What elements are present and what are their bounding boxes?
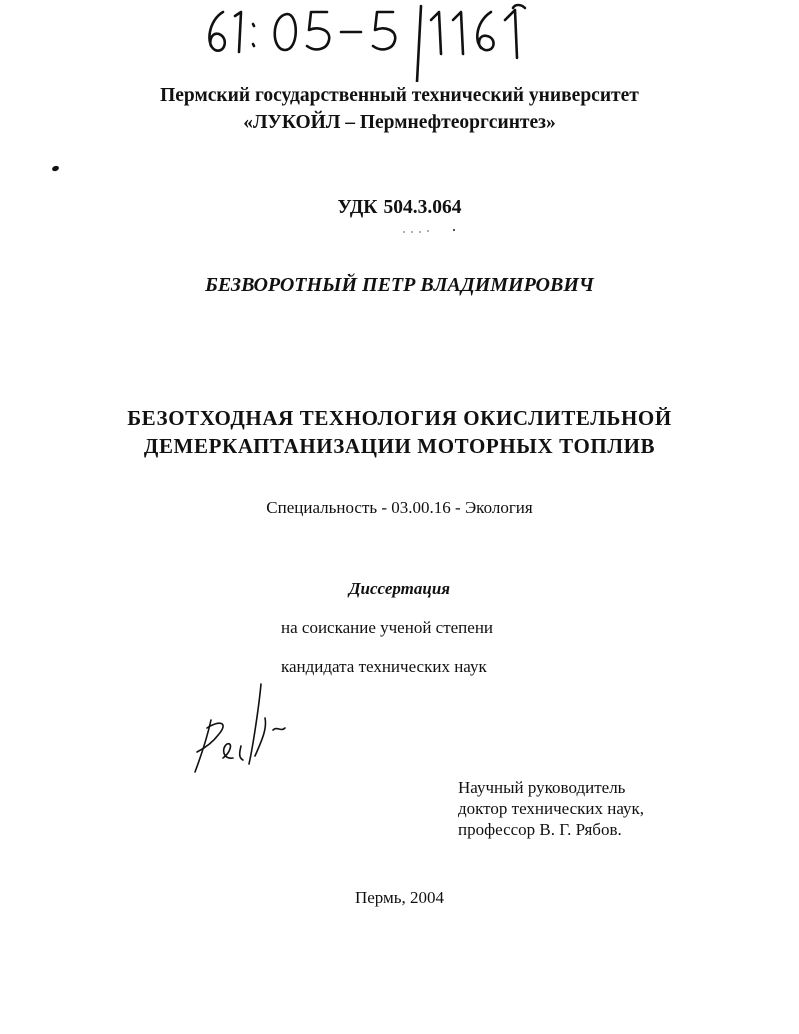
scientific-supervisor bbox=[458, 777, 644, 840]
faint-marks bbox=[398, 228, 468, 236]
degree-line: кандидата технических наук bbox=[281, 657, 487, 676]
university-name: Пермский государственный технический университет bbox=[160, 85, 639, 106]
title-line: ДЕМЕРКАПТАНИЗАЦИИ МОТОРНЫХ ТОПЛИВ bbox=[143, 434, 656, 458]
margin-dot bbox=[51, 165, 59, 172]
handwritten-archive-code bbox=[195, 0, 555, 82]
title-line: БЕЗОТХОДНАЯ ТЕХНОЛОГИЯ ОКИСЛИТЕЛЬНОЙ bbox=[127, 406, 672, 430]
author-name: БЕЗВОРОТНЫЙ ПЕТР ВЛАДИМИРОВИЧ bbox=[205, 274, 594, 296]
udk-label: УДК bbox=[337, 197, 378, 218]
supervisor-name: профессор В. Г. Рябов. bbox=[458, 820, 622, 839]
author-signature bbox=[183, 676, 293, 786]
udk-line bbox=[0, 197, 799, 219]
udk-number: 504.3.064 bbox=[383, 197, 462, 218]
institute-name: «ЛУКОЙЛ – Пермнефтеоргсинтез» bbox=[243, 112, 556, 133]
dissertation-title bbox=[0, 404, 799, 460]
supervisor-role: Научный руководитель bbox=[458, 778, 626, 797]
specialty: Специальность - 03.00.16 - Экология bbox=[266, 498, 533, 517]
city-year: Пермь, 2004 bbox=[354, 888, 445, 907]
document-type: Диссертация bbox=[348, 579, 451, 598]
university-header bbox=[0, 82, 799, 136]
degree-line: на соискание ученой степени bbox=[281, 618, 494, 637]
supervisor-degree: доктор технических наук, bbox=[458, 799, 645, 818]
